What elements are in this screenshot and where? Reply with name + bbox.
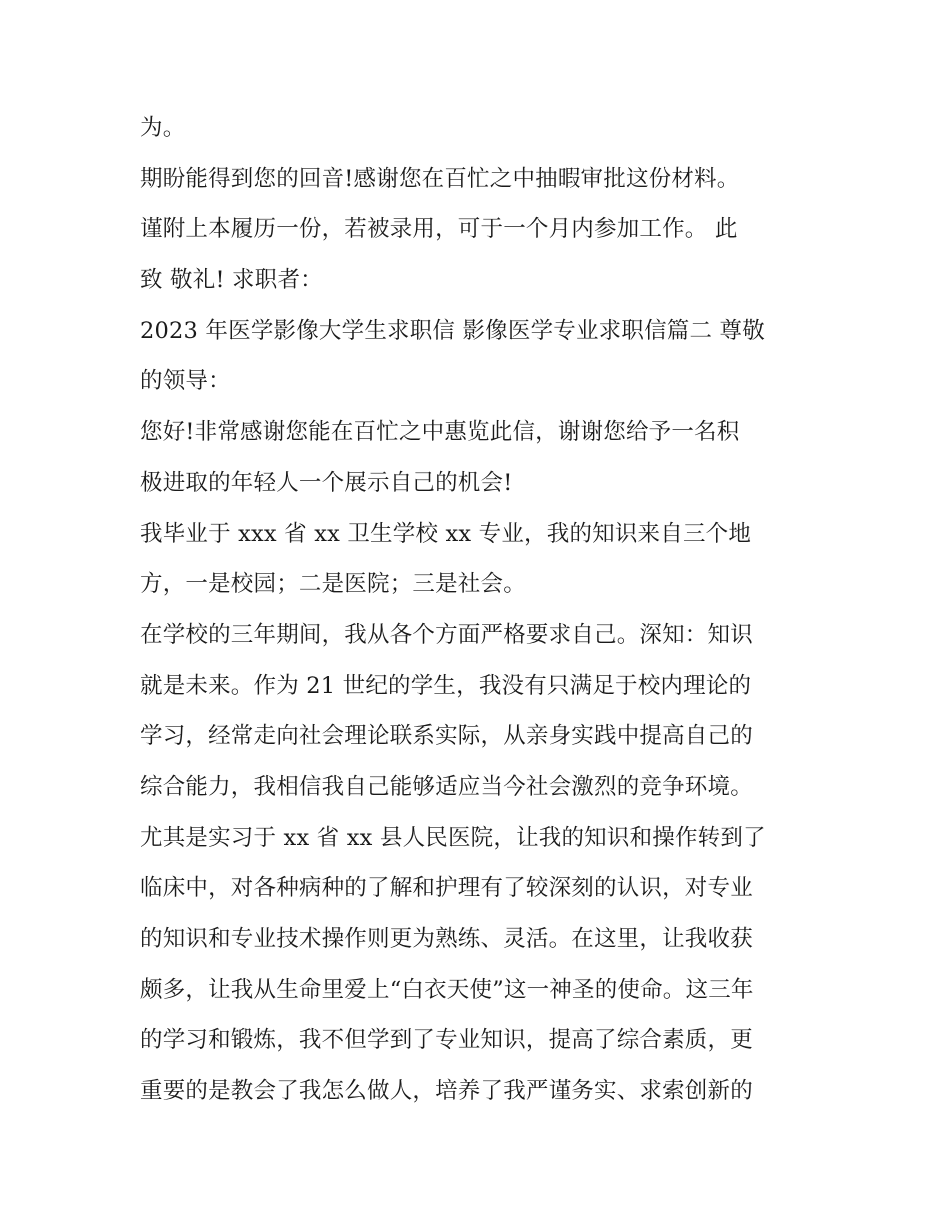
text-line-2: 期盼能得到您的回音!感谢您在百忙之中抽暇审批这份材料。 <box>140 165 740 192</box>
text-line-15: 尤其是实习于 xx 省 xx 县人民医院，让我的知识和操作转到了 <box>140 824 766 851</box>
text-line-19: 的学习和锻炼，我不但学到了专业知识，提高了综合素质，更 <box>140 1027 753 1054</box>
text-line-14: 综合能力，我相信我自己能够适应当今社会激烈的竞争环境。 <box>140 773 753 800</box>
text-line-16: 临床中，对各种病种的了解和护理有了较深刻的认识，对专业 <box>140 875 753 902</box>
text-line-6: 的领导： <box>140 368 231 395</box>
letter-body <box>140 108 820 1122</box>
text-line-11: 在学校的三年期间，我从各个方面严格要求自己。深知：知识 <box>140 621 753 648</box>
text-line-20: 重要的是教会了我怎么做人，培养了我严谨务实、求索创新的 <box>140 1078 753 1105</box>
text-line-17: 的知识和专业技术操作则更为熟练、灵活。在这里，让我收获 <box>140 926 753 952</box>
text-line-10: 方，一是校园；二是医院；三是社会。 <box>140 571 526 598</box>
text-line-1: 为。 <box>140 115 186 141</box>
text-line-8: 极进取的年轻人一个展示自己的机会! <box>140 469 513 496</box>
text-line-3: 谨附上本履历一份，若被录用，可于一个月内参加工作。 此 <box>140 216 738 243</box>
text-line-4: 致 敬礼! 求职者： <box>140 267 323 294</box>
text-line-18: 颇多，让我从生命里爱上“白衣天使”这一神圣的使命。这三年 <box>140 976 754 1003</box>
text-line-9: 我毕业于 xxx 省 xx 卫生学校 xx 专业，我的知识来自三个地 <box>140 520 752 547</box>
text-line-7: 您好!非常感谢您能在百忙之中惠览此信，谢谢您给予一名积 <box>140 419 740 446</box>
text-line-12: 就是未来。作为 21 世纪的学生，我没有只满足于校内理论的 <box>140 672 752 699</box>
text-line-5: 2023 年医学影像大学生求职信 影像医学专业求职信篇二 尊敬 <box>140 317 765 344</box>
text-line-13: 学习，经常走向社会理论联系实际，从亲身实践中提高自己的 <box>140 723 753 750</box>
